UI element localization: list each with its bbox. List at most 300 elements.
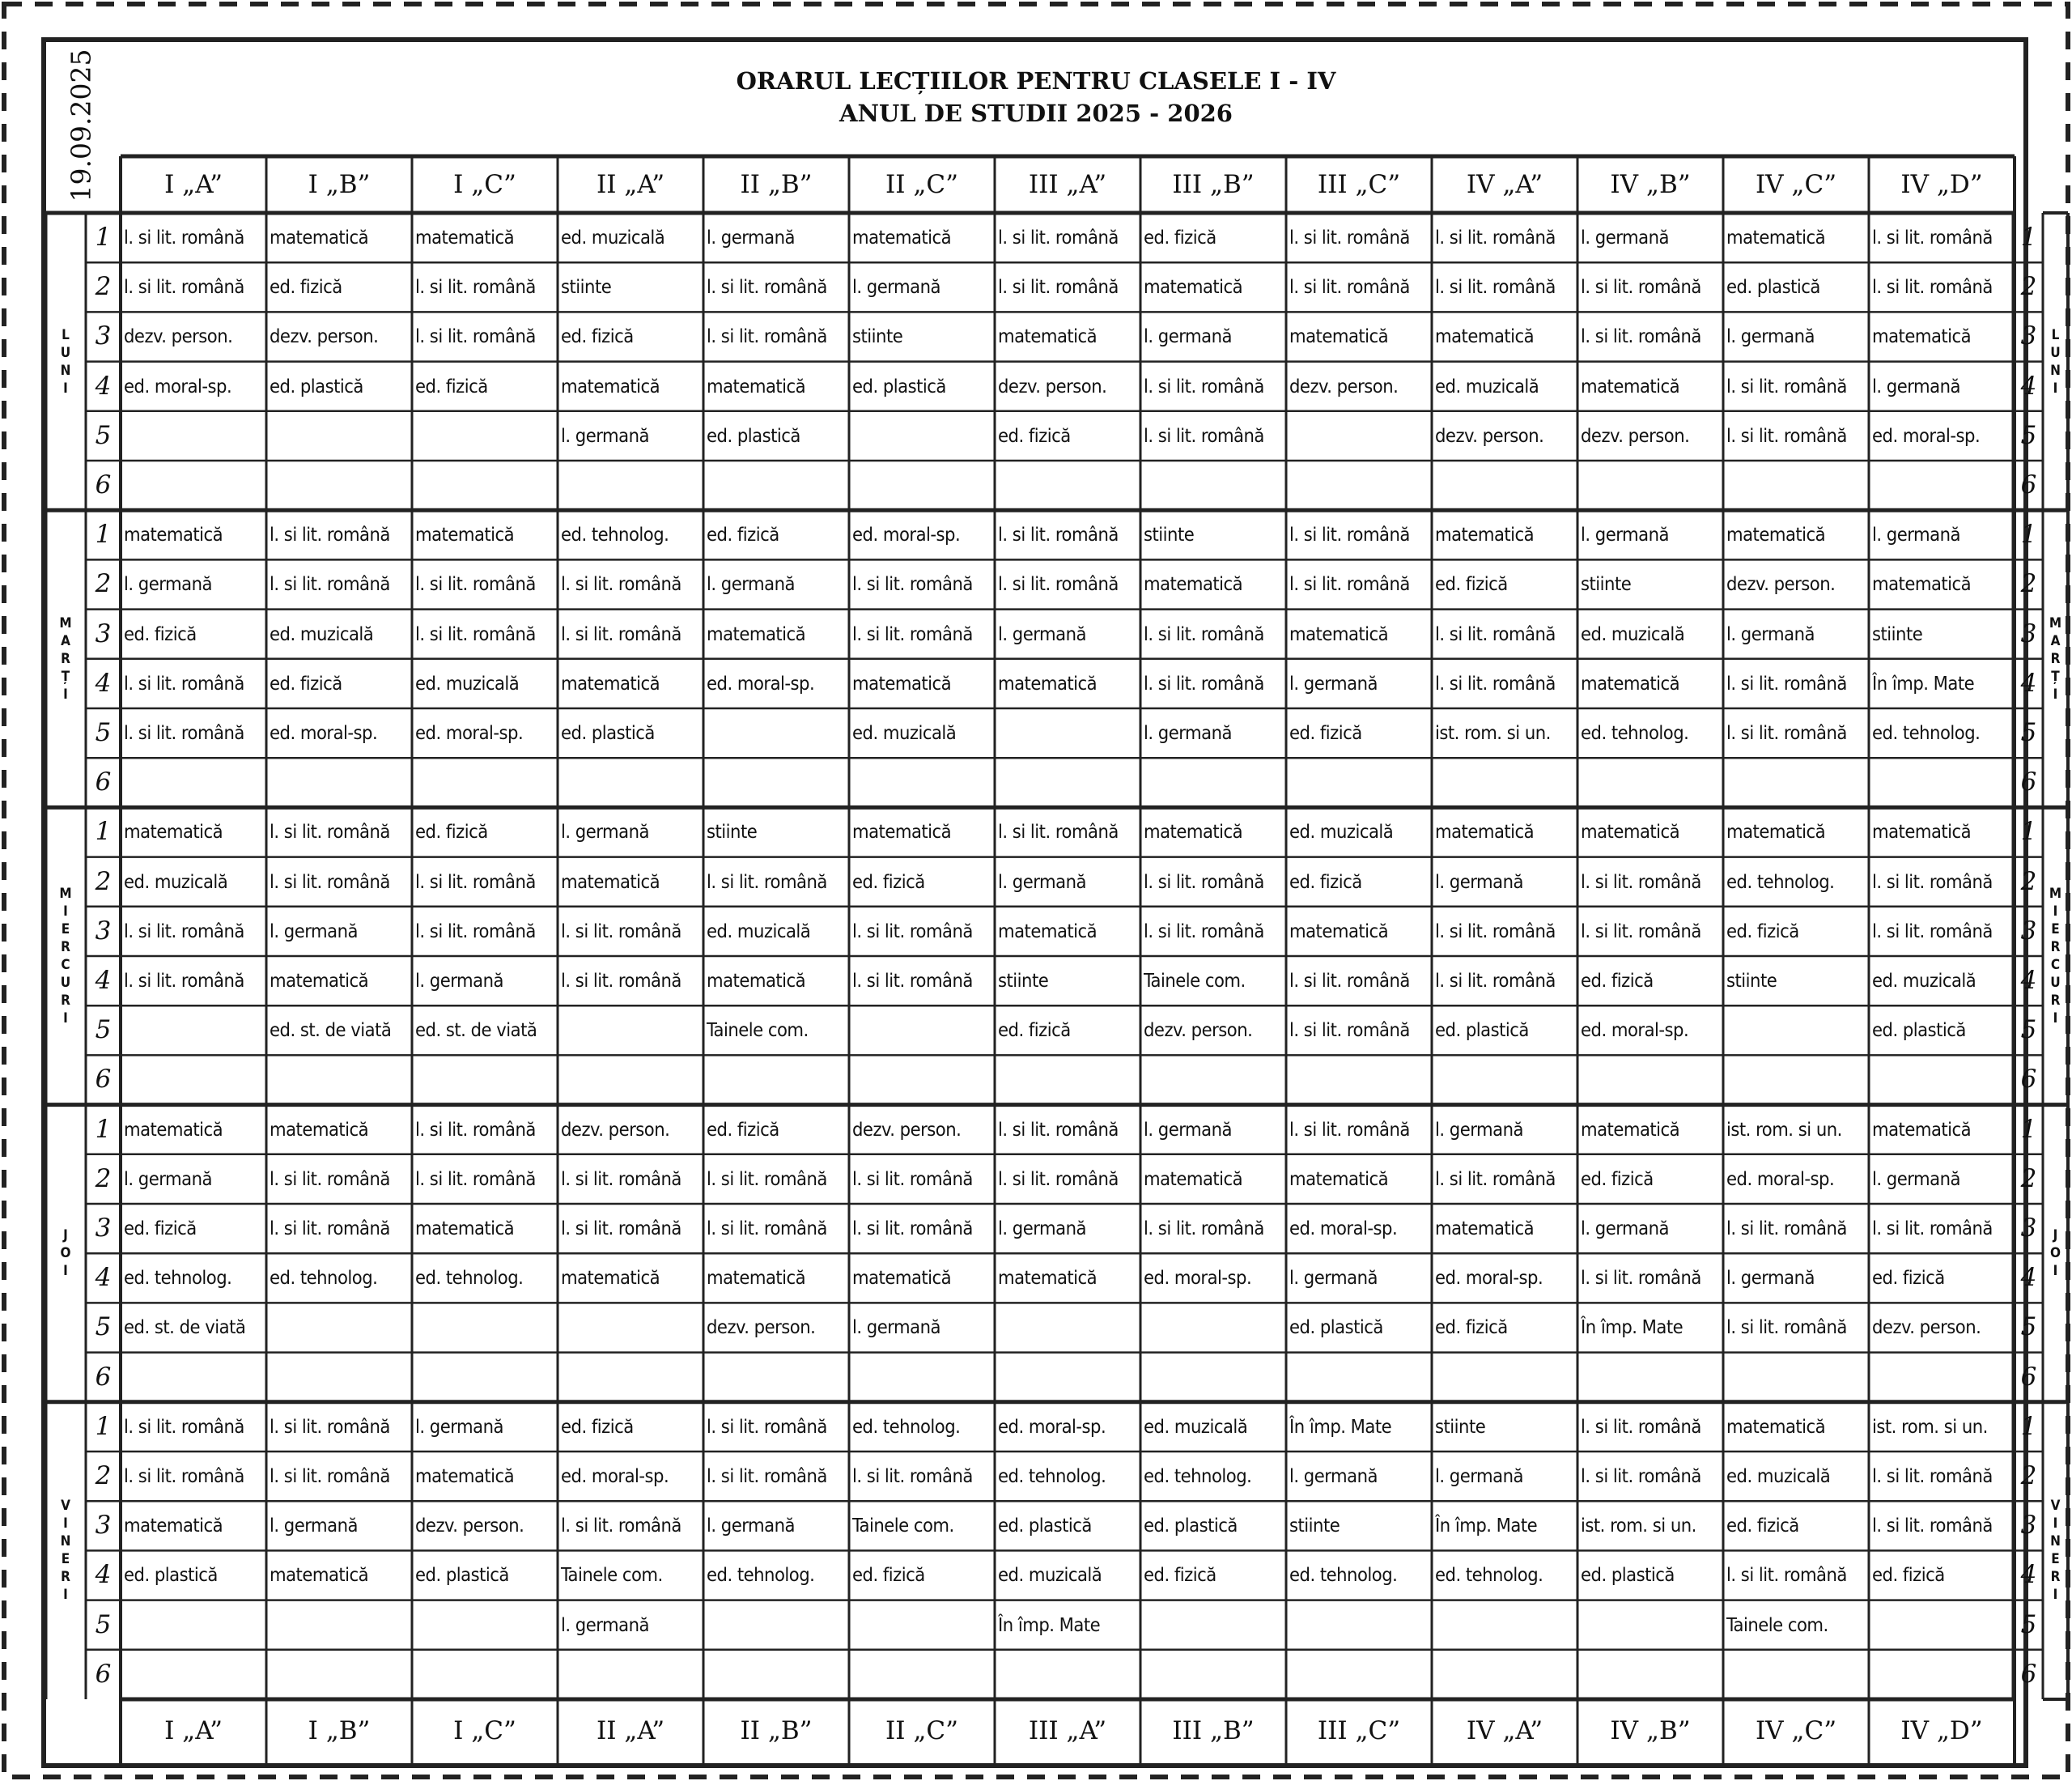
lesson-cell — [412, 1055, 558, 1104]
lesson-cell: ed. moral-sp. — [415, 721, 524, 744]
lesson-cell: l. si lit. română — [1581, 869, 1701, 893]
lesson-cell: l. germană — [561, 1613, 649, 1636]
lesson-cell — [1577, 1353, 1723, 1402]
lesson-cell — [703, 1600, 849, 1650]
lesson-cell — [1723, 461, 1869, 510]
lesson-cell — [558, 1055, 703, 1104]
lesson-cell: l. si lit. română — [1289, 1018, 1410, 1042]
lesson-cell: l. germană — [1872, 374, 1960, 397]
lesson-cell — [1286, 1055, 1432, 1104]
class-footer: I „C” — [453, 1716, 516, 1745]
lesson-cell — [1140, 1055, 1286, 1104]
day-letter: C — [2050, 956, 2061, 973]
lesson-cell: l. germană — [1726, 622, 1815, 645]
lesson-cell: matematică — [124, 1117, 223, 1141]
lesson-cell — [1869, 758, 2015, 807]
lesson-cell — [849, 1650, 995, 1699]
day-label-right — [2043, 1402, 2068, 1699]
lesson-cell: l. si lit. română — [1144, 374, 1264, 397]
lesson-cell: matematică — [1581, 1117, 1680, 1141]
lesson-cell: ed. plastică — [998, 1514, 1092, 1537]
lesson-cell: matematică — [1144, 820, 1243, 844]
lesson-cell: l. si lit. română — [1435, 969, 1556, 992]
lesson-cell: matematică — [124, 1514, 223, 1537]
lesson-cell: l. si lit. română — [415, 869, 536, 893]
lesson-cell: ed. moral-sp. — [561, 1464, 669, 1487]
lesson-cell: ed. fizică — [1435, 1316, 1508, 1339]
lesson-cell: ed. moral-sp. — [707, 671, 815, 695]
day-letter: U — [60, 974, 71, 991]
lesson-cell: l. germană — [998, 869, 1086, 893]
day-letter: U — [60, 344, 71, 361]
lesson-cell — [995, 1650, 1140, 1699]
lesson-cell: matematică — [1581, 820, 1680, 844]
day-label-left — [45, 510, 86, 807]
lesson-cell: l. germană — [1581, 523, 1669, 546]
lesson-cell: ed. moral-sp. — [998, 1414, 1106, 1438]
lesson-cell: l. germană — [270, 1514, 358, 1537]
lesson-cell: l. si lit. română — [1435, 671, 1556, 695]
lesson-cell: l. germană — [1144, 721, 1232, 744]
lesson-cell: Tainele com. — [1144, 969, 1246, 992]
lesson-cell: l. si lit. română — [1581, 919, 1701, 942]
period-number-left: 1 — [95, 223, 112, 252]
lesson-cell: matematică — [1144, 1167, 1243, 1190]
lesson-cell: În împ. Mate — [1289, 1414, 1392, 1438]
lesson-cell — [1869, 1600, 2015, 1650]
day-letter: O — [2050, 1245, 2061, 1262]
period-number-right: 5 — [2020, 718, 2037, 747]
lesson-cell: l. si lit. română — [124, 275, 244, 299]
lesson-cell: l. si lit. română — [270, 1414, 390, 1438]
lesson-cell: Tainele com. — [707, 1018, 809, 1042]
lesson-cell: stiinte — [1872, 622, 1923, 645]
lesson-cell: l. si lit. română — [852, 1464, 973, 1487]
lesson-cell: l. si lit. română — [270, 820, 390, 844]
day-letter: M — [59, 885, 72, 902]
lesson-cell: ed. plastică — [415, 1563, 509, 1587]
lesson-cell: matematică — [415, 226, 515, 249]
day-letter: N — [60, 1533, 71, 1550]
lesson-cell: l. si lit. română — [852, 1167, 973, 1190]
lesson-cell: ed. plastică — [1581, 1563, 1675, 1587]
lesson-cell — [703, 1650, 849, 1699]
lesson-cell: ed. tehnolog. — [415, 1266, 524, 1290]
lesson-cell — [703, 461, 849, 510]
lesson-cell: matematică — [415, 523, 515, 546]
lesson-cell: l. si lit. română — [707, 1217, 827, 1239]
day-letter: R — [2050, 1569, 2061, 1586]
lesson-cell: l. si lit. română — [561, 1217, 681, 1239]
lesson-cell: matematică — [852, 1266, 952, 1290]
day-label-left — [45, 1105, 86, 1402]
lesson-cell: ed. plastică — [1726, 275, 1820, 299]
day-letter: A — [61, 632, 70, 649]
lesson-cell: matematică — [1726, 226, 1826, 249]
class-footer: IV „C” — [1755, 1716, 1837, 1745]
lesson-cell: ed. moral-sp. — [1144, 1266, 1252, 1290]
period-number-left: 4 — [95, 966, 112, 995]
lesson-cell: ed. muzicală — [1435, 374, 1539, 397]
lesson-cell: l. si lit. română — [561, 1167, 681, 1190]
lesson-cell: ed. plastică — [561, 721, 655, 744]
lesson-cell: matematică — [415, 1464, 515, 1487]
lesson-cell: stiinte — [1289, 1514, 1340, 1537]
lesson-cell: matematică — [998, 325, 1098, 348]
lesson-cell: l. germană — [270, 919, 358, 942]
lesson-cell: l. si lit. română — [270, 869, 390, 893]
lesson-cell — [558, 1005, 703, 1055]
lesson-cell: matematică — [707, 374, 806, 397]
lesson-cell: stiinte — [561, 275, 612, 299]
lesson-cell: ed. plastică — [1872, 1018, 1966, 1042]
lesson-cell — [849, 1353, 995, 1402]
lesson-cell — [1869, 1650, 2015, 1699]
lesson-cell: matematică — [1581, 374, 1680, 397]
lesson-cell: matematică — [1289, 325, 1389, 348]
lesson-cell: l. si lit. română — [1144, 919, 1264, 942]
lesson-cell: dezv. person. — [1581, 423, 1690, 447]
lesson-cell: l. si lit. română — [707, 325, 827, 348]
lesson-cell: ed. fizică — [124, 1217, 197, 1239]
lesson-cell: ist. rom. si un. — [1581, 1514, 1696, 1537]
lesson-cell: l. germană — [852, 275, 940, 299]
lesson-cell: l. germană — [1289, 671, 1378, 695]
lesson-cell: l. si lit. română — [852, 969, 973, 992]
lesson-cell — [121, 758, 266, 807]
lesson-cell: l. si lit. română — [998, 1117, 1119, 1141]
lesson-cell — [1869, 461, 2015, 510]
lesson-cell: l. si lit. română — [415, 919, 536, 942]
lesson-cell: l. germană — [1435, 1464, 1523, 1487]
lesson-cell: l. si lit. română — [852, 1217, 973, 1239]
lesson-cell: stiinte — [1581, 572, 1632, 596]
lesson-cell: l. si lit. română — [1581, 1464, 1701, 1487]
lesson-cell: l. germană — [998, 1217, 1086, 1239]
lesson-cell — [1432, 461, 1577, 510]
lesson-cell: l. si lit. română — [1435, 226, 1556, 249]
lesson-cell — [1723, 1650, 1869, 1699]
lesson-cell — [1432, 1055, 1577, 1104]
day-letter: I — [63, 1263, 68, 1280]
lesson-cell: l. si lit. română — [415, 572, 536, 596]
lesson-cell: ed. muzicală — [1144, 1414, 1248, 1438]
lesson-cell: ist. rom. si un. — [1872, 1414, 1988, 1438]
lesson-cell: ed. tehnolog. — [561, 523, 669, 546]
lesson-cell: l. si lit. română — [707, 1464, 827, 1487]
period-number-right: 3 — [2020, 321, 2037, 351]
period-number-right: 5 — [2020, 1312, 2037, 1342]
lesson-cell: matematică — [1726, 1414, 1826, 1438]
lesson-cell: ed. fizică — [998, 423, 1071, 447]
period-number-right: 4 — [2020, 966, 2037, 995]
lesson-cell: stiinte — [852, 325, 903, 348]
period-number-right: 4 — [2020, 668, 2037, 698]
lesson-cell: matematică — [1144, 275, 1243, 299]
day-letter: I — [2053, 1587, 2058, 1604]
period-number-left: 5 — [95, 1015, 112, 1045]
lesson-cell: dezv. person. — [1726, 572, 1836, 596]
day-letter: I — [63, 380, 68, 397]
period-number-right: 2 — [2020, 1461, 2037, 1490]
period-number-left: 3 — [95, 321, 112, 351]
period-number-right: 6 — [2020, 1065, 2037, 1095]
period-number-left: 6 — [95, 767, 112, 797]
lesson-cell: ed. muzicală — [707, 919, 811, 942]
lesson-cell: l. germană — [1726, 325, 1815, 348]
lesson-cell — [266, 758, 412, 807]
lesson-cell: dezv. person. — [1435, 423, 1544, 447]
lesson-cell: l. si lit. română — [707, 275, 827, 299]
lesson-cell: stiinte — [1144, 523, 1195, 546]
lesson-cell: l. si lit. română — [998, 1167, 1119, 1190]
day-letter: I — [63, 903, 68, 920]
lesson-cell — [558, 1303, 703, 1352]
day-letter: E — [2051, 1551, 2060, 1568]
day-letter: U — [2050, 974, 2061, 991]
period-number-right: 4 — [2020, 1560, 2037, 1590]
class-header: IV „B” — [1610, 170, 1691, 199]
period-number-left: 1 — [95, 1114, 112, 1144]
day-letter: E — [61, 1551, 70, 1568]
lesson-cell: ed. fizică — [998, 1018, 1071, 1042]
lesson-cell — [1577, 1650, 1723, 1699]
lesson-cell: ed. muzicală — [415, 671, 520, 695]
lesson-cell: l. si lit. română — [1872, 1464, 1993, 1487]
lesson-cell: l. si lit. română — [1289, 523, 1410, 546]
lesson-cell: l. si lit. română — [1435, 919, 1556, 942]
lesson-cell — [1286, 1353, 1432, 1402]
lesson-cell: ed. fizică — [561, 1414, 634, 1438]
lesson-cell: matematică — [998, 671, 1098, 695]
lesson-cell: dezv. person. — [270, 325, 379, 348]
period-number-right: 2 — [2020, 866, 2037, 896]
lesson-cell: stiinte — [998, 969, 1049, 992]
class-footer: III „A” — [1028, 1716, 1107, 1745]
lesson-cell — [995, 461, 1140, 510]
lesson-cell: l. si lit. română — [1144, 1217, 1264, 1239]
day-letter: I — [63, 1010, 68, 1027]
lesson-cell: l. si lit. română — [270, 572, 390, 596]
day-letter: N — [2050, 362, 2061, 379]
lesson-cell: l. germană — [561, 820, 649, 844]
lesson-cell — [1869, 1353, 2015, 1402]
lesson-cell: l. si lit. română — [1872, 226, 1993, 249]
lesson-cell: stiinte — [1435, 1414, 1486, 1438]
lesson-cell: matematică — [1581, 671, 1680, 695]
lesson-cell — [558, 1353, 703, 1402]
day-letter: N — [60, 362, 71, 379]
lesson-cell: ed. tehnolog. — [270, 1266, 378, 1290]
lesson-cell: matematică — [1289, 1167, 1389, 1190]
lesson-cell: l. germană — [124, 572, 212, 596]
day-letter: V — [61, 1498, 70, 1515]
class-footer: II „C” — [885, 1716, 958, 1745]
lesson-cell: l. germană — [1435, 1117, 1523, 1141]
day-letter: L — [2051, 326, 2060, 343]
lesson-cell — [1577, 461, 1723, 510]
lesson-cell: dezv. person. — [561, 1117, 670, 1141]
lesson-cell: ed. fizică — [1144, 226, 1216, 249]
lesson-cell: l. si lit. română — [998, 820, 1119, 844]
lesson-cell: ed. muzicală — [561, 226, 665, 249]
lesson-cell: ed. plastică — [1435, 1018, 1529, 1042]
lesson-cell — [121, 1600, 266, 1650]
lesson-cell: ed. tehnolog. — [852, 1414, 961, 1438]
lesson-cell: l. si lit. română — [998, 275, 1119, 299]
lesson-cell: ed. moral-sp. — [1289, 1217, 1398, 1239]
period-number-left: 2 — [95, 1163, 112, 1193]
lesson-cell: ed. tehnolog. — [1872, 721, 1981, 744]
day-letter: I — [63, 686, 68, 703]
period-number-right: 4 — [2020, 371, 2037, 401]
class-header: II „A” — [596, 170, 665, 199]
day-letter: R — [2050, 650, 2061, 667]
lesson-cell: ed. moral-sp. — [270, 721, 378, 744]
lesson-cell: ed. tehnolog. — [1726, 869, 1835, 893]
day-letter: R — [2050, 938, 2061, 955]
lesson-cell: matematică — [852, 226, 952, 249]
lesson-cell: l. germană — [707, 572, 795, 596]
period-number-right: 2 — [2020, 272, 2037, 302]
lesson-cell — [849, 411, 995, 461]
lesson-cell: l. si lit. română — [1289, 1117, 1410, 1141]
day-letter: O — [60, 1245, 71, 1262]
lesson-cell: l. germană — [707, 226, 795, 249]
lesson-cell: dezv. person. — [415, 1514, 524, 1537]
period-number-left: 1 — [95, 1411, 112, 1441]
lesson-cell: l. germană — [124, 1167, 212, 1190]
lesson-cell: ed. st. de viată — [124, 1316, 246, 1339]
lesson-cell: ed. plastică — [270, 374, 363, 397]
day-letter: I — [2053, 380, 2058, 397]
lesson-cell — [849, 1600, 995, 1650]
lesson-cell — [995, 1353, 1140, 1402]
period-number-right: 5 — [2020, 420, 2037, 450]
lesson-cell: ed. plastică — [707, 423, 800, 447]
day-letter: N — [2050, 1533, 2061, 1550]
lesson-cell: Tainele com. — [561, 1563, 663, 1587]
lesson-cell: l. si lit. română — [1726, 374, 1847, 397]
lesson-cell: l. si lit. română — [415, 1167, 536, 1190]
lesson-cell — [1140, 1650, 1286, 1699]
lesson-cell: dezv. person. — [852, 1117, 962, 1141]
lesson-cell — [1432, 1650, 1577, 1699]
lesson-cell: ed. tehnolog. — [998, 1464, 1106, 1487]
title-line-2: ANUL DE STUDII 2025 - 2026 — [839, 100, 1233, 127]
day-letter: R — [61, 1569, 70, 1586]
class-footer: I „B” — [308, 1716, 371, 1745]
lesson-cell: ed. fizică — [124, 622, 197, 645]
class-header: III „B” — [1172, 170, 1255, 199]
period-number-right: 3 — [2020, 1511, 2037, 1541]
day-letter: M — [59, 614, 72, 631]
lesson-cell: l. si lit. română — [561, 919, 681, 942]
period-number-left: 1 — [95, 817, 112, 847]
period-number-right: 2 — [2020, 1163, 2037, 1193]
class-header: II „B” — [740, 170, 813, 199]
lesson-cell: l. germană — [561, 423, 649, 447]
period-number-left: 3 — [95, 1214, 112, 1243]
lesson-cell — [1723, 1055, 1869, 1104]
lesson-cell: ed. fizică — [1581, 969, 1654, 992]
lesson-cell: dezv. person. — [707, 1316, 816, 1339]
lesson-cell: ed. fizică — [1144, 1563, 1216, 1587]
lesson-cell: În împ. Mate — [1872, 671, 1975, 695]
period-number-left: 2 — [95, 866, 112, 896]
lesson-cell: ed. plastică — [1289, 1316, 1383, 1339]
lesson-cell: l. germană — [1581, 1217, 1669, 1239]
lesson-cell: ed. fizică — [707, 1117, 779, 1141]
lesson-cell: matematică — [270, 1563, 369, 1587]
lesson-cell: În împ. Mate — [998, 1613, 1101, 1636]
class-footer: III „B” — [1172, 1716, 1255, 1745]
lesson-cell: l. germană — [998, 622, 1086, 645]
lesson-cell: ed. muzicală — [270, 622, 374, 645]
lesson-cell: l. si lit. română — [852, 919, 973, 942]
lesson-cell: l. germană — [1144, 1117, 1232, 1141]
lesson-cell: l. si lit. română — [270, 523, 390, 546]
lesson-cell: ed. moral-sp. — [124, 374, 232, 397]
lesson-cell: ed. tehnolog. — [707, 1563, 815, 1587]
lesson-cell — [1140, 1353, 1286, 1402]
lesson-cell: l. si lit. română — [1581, 1266, 1701, 1290]
period-number-right: 1 — [2020, 520, 2037, 550]
period-number-right: 5 — [2020, 1609, 2037, 1639]
class-header: I „C” — [453, 170, 516, 199]
lesson-cell: matematică — [124, 523, 223, 546]
lesson-cell: ist. rom. si un. — [1435, 721, 1551, 744]
lesson-cell — [412, 1650, 558, 1699]
lesson-cell: ed. tehnolog. — [1289, 1563, 1398, 1587]
lesson-cell: matematică — [998, 919, 1098, 942]
lesson-cell: l. si lit. română — [415, 275, 536, 299]
period-number-left: 2 — [95, 272, 112, 302]
lesson-cell: l. germană — [415, 969, 503, 992]
lesson-cell: ed. fizică — [270, 671, 342, 695]
lesson-cell: matematică — [707, 969, 806, 992]
lesson-cell — [266, 411, 412, 461]
lesson-cell — [412, 758, 558, 807]
lesson-cell: l. si lit. română — [1726, 1316, 1847, 1339]
lesson-cell — [995, 758, 1140, 807]
lesson-cell: l. si lit. română — [561, 572, 681, 596]
lesson-cell: matematică — [1435, 523, 1535, 546]
lesson-cell: ed. fizică — [1581, 1167, 1654, 1190]
lesson-cell: ed. fizică — [1872, 1563, 1945, 1587]
lesson-cell: l. si lit. română — [1872, 1217, 1993, 1239]
lesson-cell — [412, 1353, 558, 1402]
lesson-cell: l. si lit. română — [1726, 1563, 1847, 1587]
lesson-cell: ed. moral-sp. — [1435, 1266, 1543, 1290]
lesson-cell: l. si lit. română — [124, 1464, 244, 1487]
lesson-cell — [703, 708, 849, 758]
class-header: II „C” — [885, 170, 958, 199]
day-letter: A — [2050, 632, 2061, 649]
day-letter: I — [2053, 1263, 2058, 1280]
lesson-cell: l. si lit. română — [707, 1414, 827, 1438]
lesson-cell: l. si lit. română — [1872, 1514, 1993, 1537]
lesson-cell — [266, 1303, 412, 1352]
lesson-cell: l. si lit. română — [270, 1167, 390, 1190]
lesson-cell: l. si lit. română — [1581, 1414, 1701, 1438]
lesson-cell: l. si lit. română — [415, 325, 536, 348]
lesson-cell: l. si lit. română — [561, 622, 681, 645]
day-label-left — [45, 807, 86, 1104]
lesson-cell: stiinte — [707, 820, 758, 844]
lesson-cell: l. si lit. română — [1435, 1167, 1556, 1190]
day-letter: C — [61, 956, 70, 973]
